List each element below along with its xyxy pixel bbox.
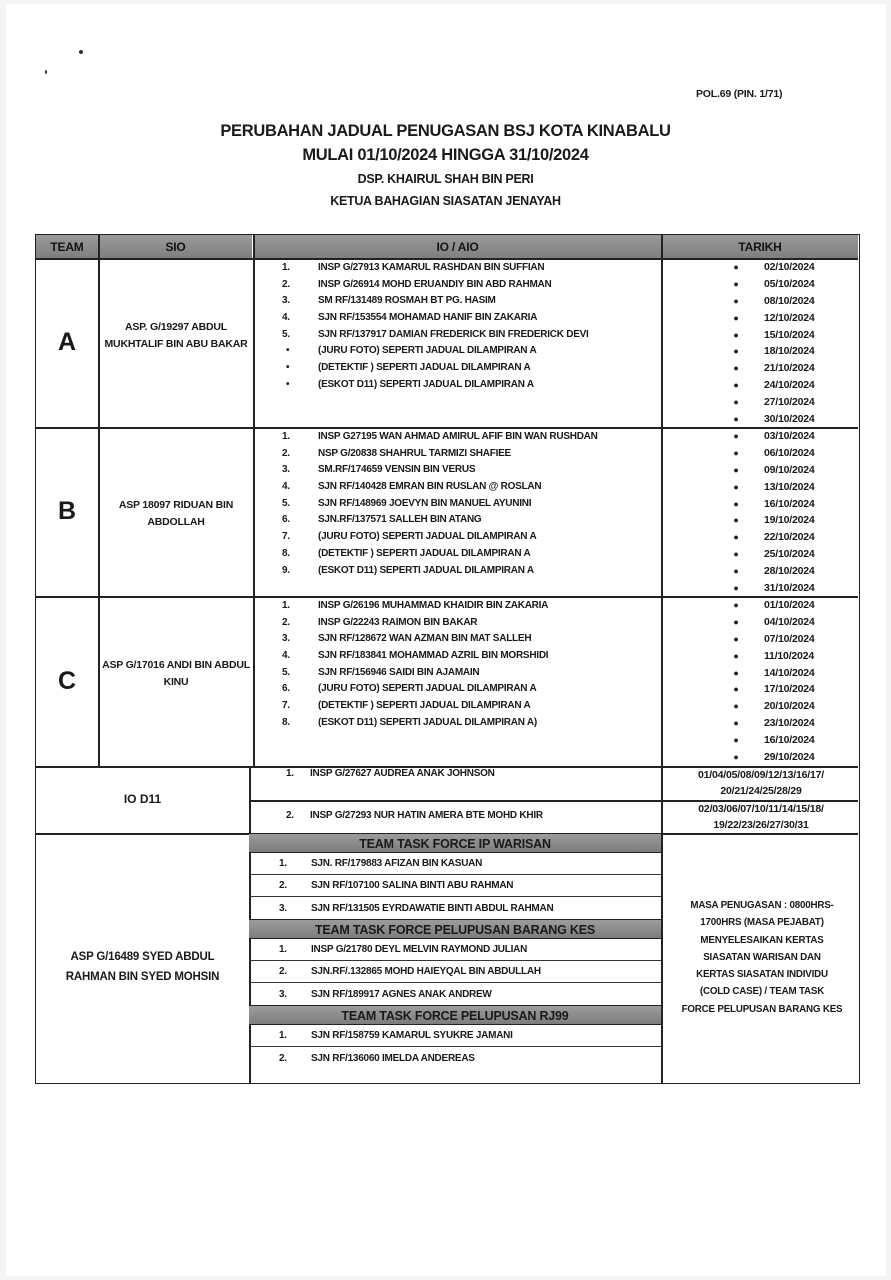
- date-item: ● 24/10/2024: [733, 379, 815, 392]
- date-item: ● 05/10/2024: [733, 277, 815, 290]
- list-item: 2. INSP G/26914 MOHD ERUANDIY BIN ABD RAHMAN: [282, 278, 552, 290]
- list-item: 2. NSP G/20838 SHAHRUL TARMIZI SHAFIEE: [282, 447, 511, 459]
- date-list: [708, 428, 815, 597]
- list-item: 8. (DETEKTIF ) SEPERTI JADUAL DILAMPIRAN A: [282, 547, 531, 559]
- date-range: MULAI 01/10/2024 HINGGA 31/10/2024: [302, 146, 589, 164]
- team-letter: A: [57, 328, 77, 356]
- header-sio: SIO: [99, 235, 252, 258]
- header-io-aio: IO / AIO: [254, 235, 661, 258]
- date-item: ● 29/10/2024: [733, 751, 815, 764]
- task-force-note: MASA PENUGASAN : 0800HRS- 1700HRS (MASA PEJABAT) MENYELESAIKAN KERTAS SIASATAN WARISAN DAN KERTAS SIASATAN INDIVIDU (COLD CASE) / TEAM TASK FORCE PELUPUSAN BARANG KES: [681, 900, 843, 1015]
- member-list: [282, 429, 598, 579]
- date-item: ● 21/10/2024: [733, 362, 815, 375]
- list-item: 4. SJN RF/140428 EMRAN BIN RUSLAN @ ROSLAN: [282, 481, 542, 493]
- task-force-header: TEAM TASK FORCE PELUPUSAN BARANG KES: [249, 919, 661, 939]
- date-item: ● 17/10/2024: [733, 683, 815, 696]
- list-item: 9. (ESKOT D11) SEPERTI JADUAL DILAMPIRAN A: [282, 564, 534, 576]
- list-item: 5. SJN RF/148969 JOEVYN BIN MANUEL AYUNINI: [282, 497, 532, 509]
- date-item: ● 12/10/2024: [733, 311, 815, 324]
- list-item: 2. SJN RF/107100 SALINA BINTI ABU RAHMAN: [249, 875, 661, 897]
- date-item: ● 31/10/2024: [733, 582, 815, 595]
- team-letter: C: [57, 667, 77, 695]
- document-title: PERUBAHAN JADUAL PENUGASAN BSJ KOTA KINABALU: [220, 122, 671, 140]
- list-item: 1. INSP G/27913 KAMARUL RASHDAN BIN SUFFIAN: [282, 262, 545, 273]
- list-item: 6. SJN.RF/137571 SALLEH BIN ATANG: [282, 514, 482, 526]
- list-item: 2. SJN RF/136060 IMELDA ANDEREAS: [279, 1052, 475, 1064]
- date-item: ● 18/10/2024: [733, 345, 815, 358]
- date-item: ● 08/10/2024: [733, 294, 815, 307]
- date-item: ● 30/10/2024: [733, 413, 815, 426]
- sio-name: ASP G/17016 ANDI BIN ABDUL KINU: [102, 659, 250, 688]
- list-item: 3. SJN RF/128672 WAN AZMAN BIN MAT SALLEH: [282, 633, 532, 645]
- list-item: 8. (ESKOT D11) SEPERTI JADUAL DILAMPIRAN A): [282, 716, 537, 728]
- date-item: ● 02/10/2024: [733, 261, 815, 273]
- date-item: ● 19/10/2024: [733, 514, 815, 527]
- list-item: 1. SJN. RF/179883 AFIZAN BIN KASUAN: [249, 853, 661, 875]
- list-item: • (DETEKTIF ) SEPERTI JADUAL DILAMPIRAN A: [286, 362, 531, 374]
- date-item: ● 07/10/2024: [733, 632, 815, 645]
- date-item: ● 01/10/2024: [733, 599, 815, 611]
- date-item: ● 20/10/2024: [733, 700, 815, 713]
- date-item: ● 14/10/2024: [733, 666, 815, 679]
- member-list: [282, 598, 548, 732]
- list-item: 7. (JURU FOTO) SEPERTI JADUAL DILAMPIRAN A: [282, 531, 537, 543]
- divider: [661, 235, 663, 1083]
- sio-name: ASP. G/19297 ABDUL MUKHTALIF BIN ABU BAKAR: [104, 321, 248, 350]
- list-item: 2. INSP G/22243 RAIMON BIN BAKAR: [282, 616, 478, 628]
- task-force-header: TEAM TASK FORCE PELUPUSAN RJ99: [249, 1005, 661, 1025]
- list-item: 4. SJN RF/153554 MOHAMAD HANIF BIN ZAKARIA: [282, 312, 538, 324]
- date-item: ● 25/10/2024: [733, 548, 815, 561]
- date-list: [708, 259, 815, 428]
- officer-name: DSP. KHAIRUL SHAH BIN PERI: [357, 172, 534, 186]
- header-team: TEAM: [36, 235, 98, 258]
- sio-name: ASP 18097 RIDUAN BIN ABDOLLAH: [118, 499, 234, 528]
- list-item: 3. SJN RF/131505 EYRDAWATIE BINTI ABDUL RAHMAN: [279, 902, 554, 914]
- date-item: ● 03/10/2024: [733, 430, 815, 442]
- io-d11-officer: 1. INSP G/27627 AUDREA ANAK JOHNSON: [286, 768, 495, 779]
- officer-title: KETUA BAHAGIAN SIASATAN JENAYAH: [330, 194, 561, 208]
- date-item: ● 06/10/2024: [733, 446, 815, 459]
- date-item: ● 28/10/2024: [733, 565, 815, 578]
- date-item: ● 11/10/2024: [733, 649, 814, 662]
- list-item: 1. INSP G27195 WAN AHMAD AMIRUL AFIF BIN WAN RUSHDAN: [282, 431, 598, 442]
- list-item: 1. INSP G/26196 MUHAMMAD KHAIDIR BIN ZAKARIA: [282, 600, 549, 611]
- io-d11-officer: 2. INSP G/27293 NUR HATIN AMERA BTE MOHD KHIR: [286, 810, 543, 821]
- list-item: 4. SJN RF/183841 MOHAMMAD AZRIL BIN MORSHIDI: [282, 650, 549, 662]
- list-item: 5. SJN RF/156946 SAIDI BIN AJAMAIN: [282, 666, 480, 678]
- date-item: ● 15/10/2024: [733, 328, 815, 341]
- date-item: ● 13/10/2024: [733, 480, 815, 493]
- io-d11-dates: 02/03/06/07/10/11/14/15/18/ 19/22/23/26/27/30/31: [698, 803, 824, 831]
- list-item: 3. SJN RF/189917 AGNES ANAK ANDREW: [279, 988, 492, 1000]
- list-item: 1. INSP G/21780 DEYL MELVIN RAYMOND JULIAN: [249, 939, 661, 961]
- list-item: 6. (JURU FOTO) SEPERTI JADUAL DILAMPIRAN A: [282, 683, 537, 695]
- date-item: ● 16/10/2024: [733, 497, 815, 510]
- list-item: • (JURU FOTO) SEPERTI JADUAL DILAMPIRAN A: [286, 345, 537, 357]
- date-item: ● 16/10/2024: [733, 734, 815, 747]
- schedule-table: [35, 234, 860, 1084]
- list-item: 7. (DETEKTIF ) SEPERTI JADUAL DILAMPIRAN A: [282, 700, 531, 712]
- task-force-sio: ASP G/16489 SYED ABDUL RAHMAN BIN SYED MOHSIN: [65, 951, 220, 983]
- date-item: ● 23/10/2024: [733, 717, 815, 730]
- date-item: ● 22/10/2024: [733, 531, 815, 544]
- list-item: 2. SJN.RF/.132865 MOHD HAIEYQAL BIN ABDULLAH: [249, 961, 661, 983]
- date-list: [708, 597, 815, 766]
- list-item: 3. SM.RF/174659 VENSIN BIN VERUS: [282, 464, 476, 476]
- list-item: 3. SM RF/131489 ROSMAH BT PG. HASIM: [282, 295, 496, 307]
- task-force-header: TEAM TASK FORCE IP WARISAN: [249, 833, 661, 853]
- member-list: [282, 260, 589, 394]
- list-item: 1. SJN RF/158759 KAMARUL SYUKRE JAMANI: [249, 1025, 661, 1047]
- team-letter: B: [57, 497, 77, 525]
- list-item: 5. SJN RF/137917 DAMIAN FREDERICK BIN FREDERICK DEVI: [282, 328, 589, 340]
- divider: [253, 235, 255, 766]
- date-item: ● 27/10/2024: [733, 396, 815, 409]
- date-item: ● 04/10/2024: [733, 615, 815, 628]
- io-d11-dates: 01/04/05/08/09/12/13/16/17/ 20/21/24/25/28/29: [698, 769, 824, 797]
- form-reference: POL.69 (PIN. 1/71): [696, 88, 783, 100]
- io-d11-label: IO D11: [123, 792, 162, 806]
- date-item: ● 09/10/2024: [733, 463, 815, 476]
- punch-mark: [79, 50, 83, 54]
- punch-mark: [45, 70, 47, 74]
- list-item: • (ESKOT D11) SEPERTI JADUAL DILAMPIRAN A: [286, 378, 534, 390]
- header-tarikh: TARIKH: [662, 235, 858, 258]
